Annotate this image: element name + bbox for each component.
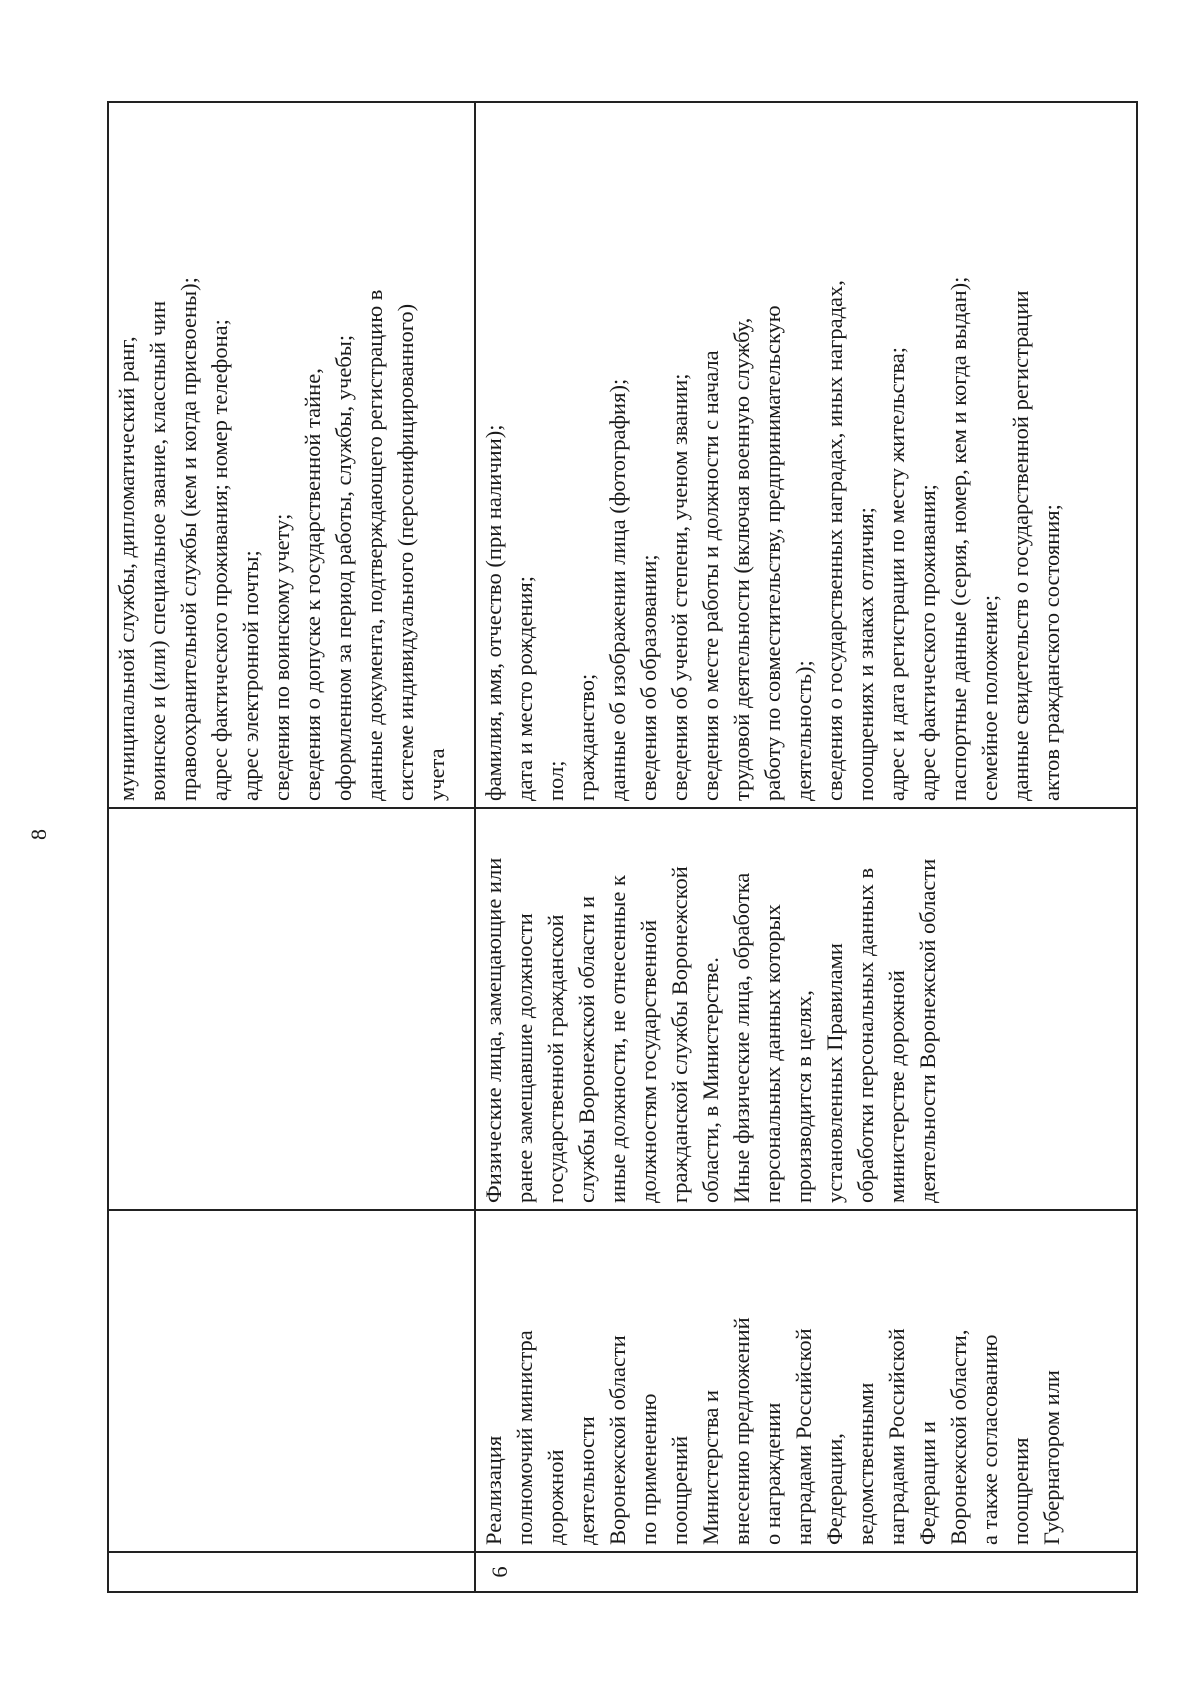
cell-text-line: дата и место рождения; <box>512 575 537 801</box>
cell-text-line: фамилия, имя, отчество (при наличии); <box>481 424 506 801</box>
cell-text-line: Министерства и <box>698 1390 723 1545</box>
cell-text-line: данные свидетельств о государственной регистрации <box>1008 290 1033 801</box>
cell-text-line: Воронежской области, <box>946 1329 971 1545</box>
cell-text-line: внесению предложений <box>729 1317 754 1545</box>
cell-text-line: работу по совместительству, предпринимательскую <box>760 305 785 801</box>
cell-text-line: адрес электронной почты; <box>238 550 263 801</box>
cell-text-line: поощрения <box>1008 1437 1033 1545</box>
table-row <box>475 102 1137 1592</box>
table-row <box>108 102 475 1592</box>
cell-text-line: иные должности, не отнесенные к <box>605 875 630 1203</box>
cell-text-line: сведения о допуске к государственной тайне, <box>300 368 325 801</box>
cell-text-line: поощрениях и знаках отличия; <box>853 507 878 801</box>
page-number: 8 <box>26 829 51 840</box>
cell-text-line: Реализация <box>481 1435 506 1545</box>
cell-text-line: данные об изображении лица (фотография); <box>605 378 630 801</box>
cell-text-line: Иные физические лица, обработка <box>729 872 754 1203</box>
cell-text-line: а также согласованию <box>977 1334 1002 1545</box>
cell-text-line: персональных данных которых <box>760 904 785 1203</box>
cell-text-line: производится в целях, <box>791 990 816 1203</box>
cell-text-line: Физические лица, замещающие или <box>481 857 506 1203</box>
cell-text-line: правоохранительной службы (кем и когда присвоены); <box>176 277 201 801</box>
cell-text-line: оформленном за период работы, службы, учебы; <box>331 334 356 801</box>
cell-text-line: ведомственными <box>853 1382 878 1545</box>
cell-text-line: деятельность); <box>791 660 816 801</box>
cell-text-line: Федерации и <box>915 1421 940 1545</box>
cell-text-line: адрес фактического проживания; номер телефона; <box>207 319 232 801</box>
cell-text-line: Губернатором или <box>1039 1370 1064 1545</box>
cell-text-line: сведения о государственных наградах, иных наградах, <box>822 280 847 801</box>
cell-text-line: министерстве дорожной <box>884 970 909 1203</box>
cell-text-line: о награждении <box>760 1402 785 1545</box>
cell-text-line: дорожной <box>543 1449 568 1545</box>
personal-data-table <box>107 101 1138 1593</box>
personal-data-list-cell <box>475 102 1137 808</box>
rotated-page-content <box>107 101 1136 1593</box>
cell-text-line: адрес фактического проживания; <box>915 484 940 801</box>
cell-text-line: установленных Правилами <box>822 943 847 1203</box>
cell-text-line: воинское и (или) специальное звание, классный чин <box>145 300 170 801</box>
cell-text-line: паспортные данные (серия, номер, кем и когда выдан); <box>946 276 971 801</box>
row-number-cell: 6 <box>475 1552 1137 1592</box>
processing-goal-cell <box>108 1210 475 1552</box>
cell-text-line: сведения по воинскому учету; <box>269 513 294 801</box>
row-number-cell <box>108 1552 475 1592</box>
cell-text-line: Воронежской области <box>605 1335 630 1545</box>
cell-text-line: трудовой деятельности (включая военную службу, <box>729 317 754 801</box>
cell-text-line: области, в Министерстве. <box>698 957 723 1203</box>
cell-text-line: обработки персональных данных в <box>853 867 878 1203</box>
cell-text-line: службы Воронежской области и <box>574 895 599 1203</box>
cell-text-line: семейное положение; <box>977 594 1002 801</box>
cell-text-line: ранее замещавшие должности <box>512 913 537 1203</box>
personal-data-list-cell <box>108 102 475 808</box>
cell-text-line: сведения об образовании; <box>636 554 661 801</box>
cell-text-line: должностям государственной <box>636 919 661 1203</box>
cell-text-line: поощрений <box>667 1435 692 1545</box>
cell-text-line: по применению <box>636 1393 661 1545</box>
cell-text-line: наградами Российской <box>884 1328 909 1545</box>
data-subjects-cell <box>108 808 475 1210</box>
cell-text-line: системе индивидуального (персонифицированного) <box>393 303 418 801</box>
cell-text-line: гражданской службы Воронежской <box>667 866 692 1203</box>
cell-text-line: сведения о месте работы и должности с начала <box>698 350 723 801</box>
cell-text-line: данные документа, подтверждающего регистрацию в <box>362 289 387 801</box>
cell-text-line: учета <box>424 748 449 801</box>
cell-text-line: государственной гражданской <box>543 914 568 1203</box>
cell-text-line: актов гражданского состояния; <box>1039 504 1064 801</box>
cell-text-line: наградами Российской <box>791 1328 816 1545</box>
cell-text-line: гражданство; <box>574 673 599 801</box>
cell-text-line: полномочий министра <box>512 1330 537 1545</box>
cell-text-line: деятельности <box>574 1416 599 1545</box>
cell-text-line: пол; <box>543 760 568 801</box>
cell-text-line: Федерации, <box>822 1433 847 1545</box>
cell-text-line: деятельности Воронежской области <box>915 858 940 1203</box>
data-subjects-cell <box>475 808 1137 1210</box>
cell-text-line: сведения об ученой степени, ученом звании; <box>667 373 692 801</box>
cell-text-line: адрес и дата регистрации по месту жительства; <box>884 346 909 801</box>
processing-goal-cell <box>475 1210 1137 1552</box>
cell-text-line: муниципальной службы, дипломатический ранг, <box>114 336 139 801</box>
